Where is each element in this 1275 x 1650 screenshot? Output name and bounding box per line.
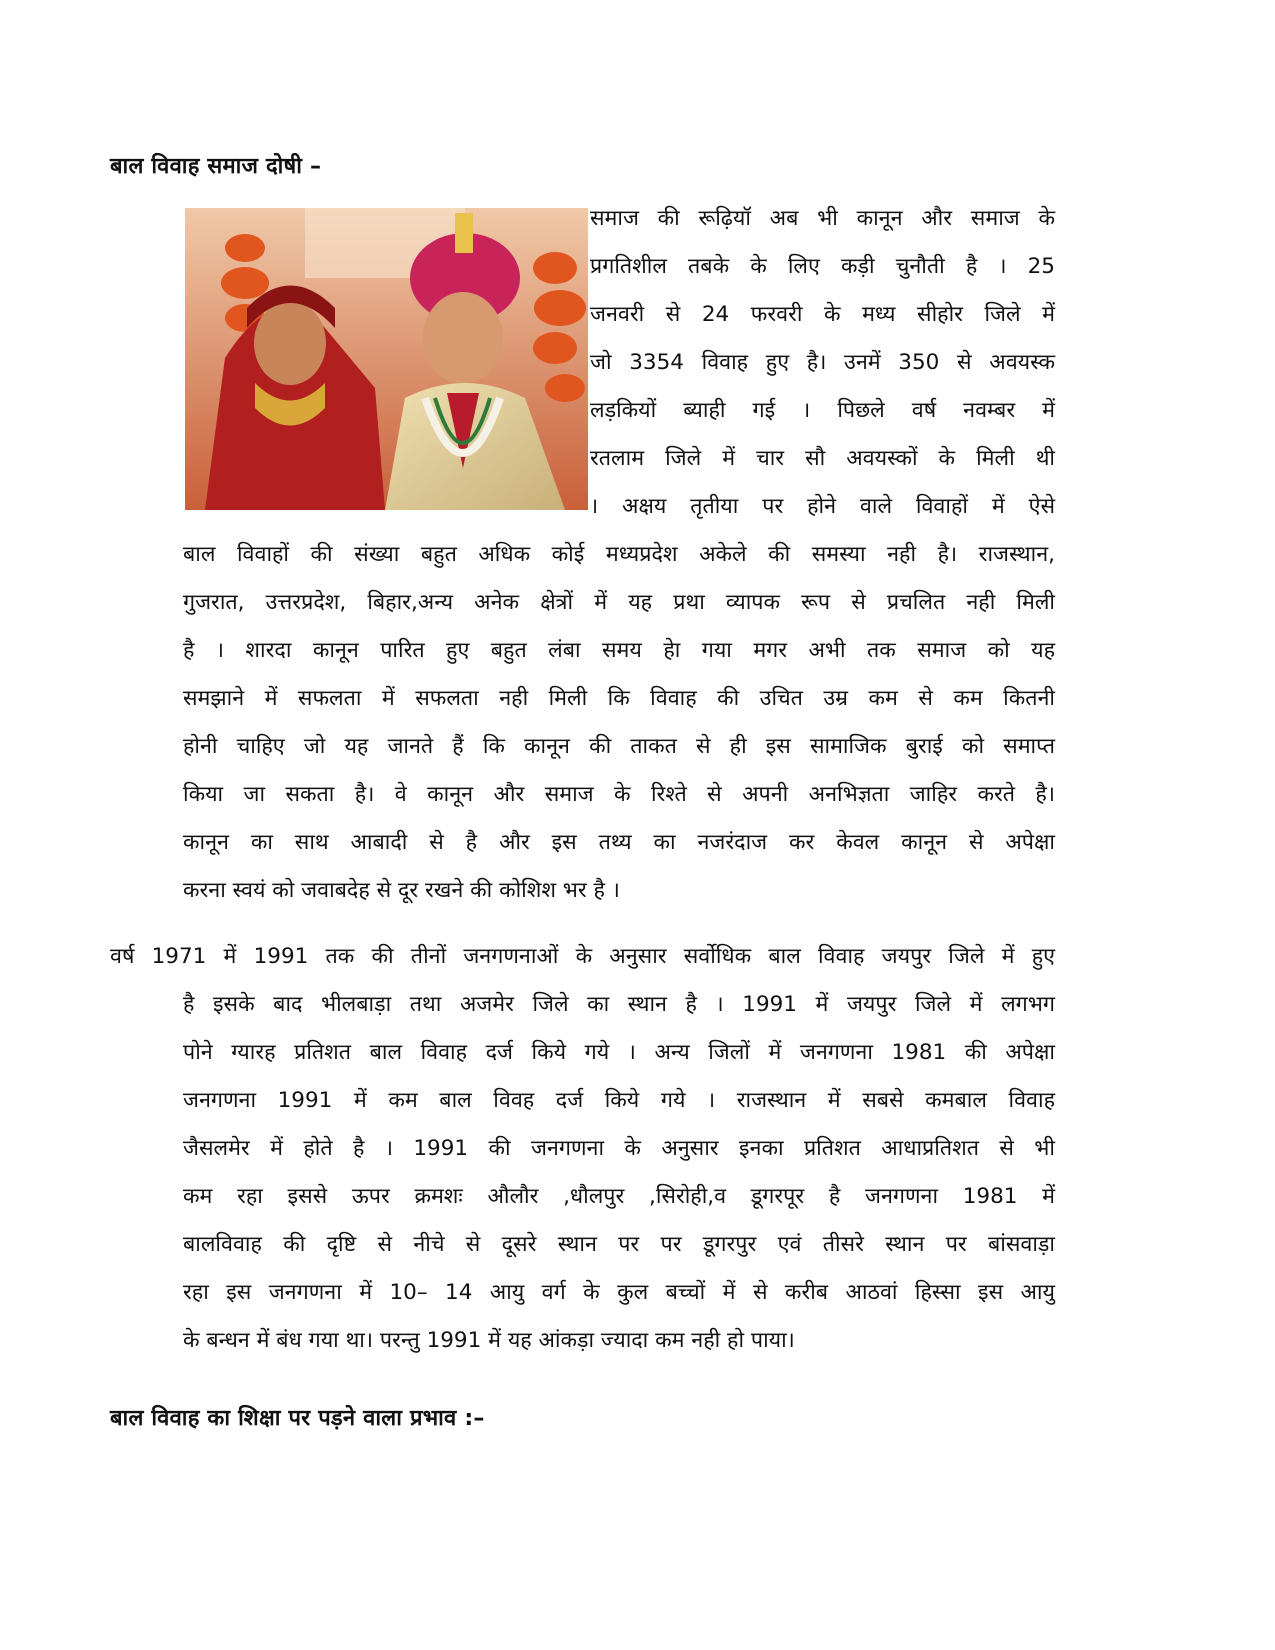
paragraph-1-line: लड़कियों ब्याही गई । पिछले वर्ष नवम्बर में: [590, 398, 1055, 423]
paragraph-2-line: के बन्धन में बंध गया था। परन्तु 1991 में यह आंकड़ा ज्यादा कम नही हो पाया।: [183, 1328, 795, 1353]
paragraph-1-line: किया जा सकता है। वे कानून और समाज के रिश्ते से अपनी अनभिज्ञता जाहिर करते है।: [183, 782, 1055, 807]
paragraph-1-line: बाल विवाहों की संख्या बहुत अधिक कोई मध्यप्रदेश अकेले की समस्या नही है। राजस्थान,: [183, 542, 1055, 567]
paragraph-1-line: समझाने में सफलता में सफलता नही मिली कि विवाह की उचित उम्र कम से कम कितनी: [183, 686, 1055, 711]
paragraph-1-line: समाज की रूढ़ियॉ अब भी कानून और समाज के: [590, 206, 1055, 231]
paragraph-1-line: कानून का साथ आबादी से है और इस तथ्य का नजरंदाज कर केवल कानून से अपेक्षा: [183, 830, 1055, 855]
paragraph-1-line: प्रगतिशील तबके के लिए कड़ी चुनौती है । 25: [590, 254, 1055, 279]
paragraph-1-line: होनी चाहिए जो यह जानते हैं कि कानून की ताकत से ही इस सामाजिक बुराई को समाप्त: [183, 734, 1055, 759]
paragraph-1-line: । अक्षय तृतीया पर होने वाले विवाहों में ऐसे: [590, 494, 1055, 519]
paragraph-2-line: रहा इस जनगणना में 10– 14 आयु वर्ग के कुल बच्चों में से करीब आठवां हिस्सा इस आयु: [183, 1280, 1055, 1305]
section-heading-child-marriage-society-blame: बाल विवाह समाज दोषी –: [110, 154, 322, 179]
paragraph-2-line: वर्ष 1971 में 1991 तक की तीनों जनगणनाओं के अनुसार सर्वोधिक बाल विवाह जयपुर जिले में हुए: [110, 944, 1055, 969]
paragraph-1-line: जो 3354 विवाह हुए है। उनमें 350 से अवयस्क: [590, 350, 1055, 375]
paragraph-2-line: है इसके बाद भीलबाड़ा तथा अजमेर जिले का स्थान है । 1991 में जयपुर जिले में लगभग: [183, 992, 1055, 1017]
paragraph-1-line: गुजरात, उत्तरप्रदेश, बिहार,अन्य अनेक क्षेत्रों में यह प्रथा व्यापक रूप से प्रचलित नही मिली: [183, 590, 1055, 615]
paragraph-2-line: पोने ग्यारह प्रतिशत बाल विवाह दर्ज किये गये । अन्य जिलों में जनगणना 1981 की अपेक्षा: [183, 1040, 1055, 1065]
paragraph-2-line: जैसलमेर में होते है । 1991 की जनगणना के अनुसार इनका प्रतिशत आधाप्रतिशत से भी: [183, 1136, 1055, 1161]
paragraph-2-line: कम रहा इससे ऊपर क्रमशः औलौर ,धौलपुर ,सिरोही,व डूगरपूर है जनगणना 1981 में: [183, 1184, 1055, 1209]
wedding-photo: [185, 208, 588, 510]
section-heading-effect-on-education: बाल विवाह का शिक्षा पर पड़ने वाला प्रभाव :–: [110, 1406, 485, 1431]
paragraph-2-line: बालविवाह की दृष्टि से नीचे से दूसरे स्थान पर पर डूगरपुर एवं तीसरे स्थान पर बांसवाड़ा: [183, 1232, 1055, 1257]
paragraph-2-line: जनगणना 1991 में कम बाल विवह दर्ज किये गये । राजस्थान में सबसे कमबाल विवाह: [183, 1088, 1055, 1113]
wedding-photo-illustration: [185, 208, 588, 510]
paragraph-1-line: करना स्वयं को जवाबदेह से दूर रखने की कोशिश भर है ।: [183, 878, 620, 903]
paragraph-1-line: है । शारदा कानून पारित हुए बहुत लंबा समय हेा गया मगर अभी तक समाज को यह: [183, 638, 1055, 663]
paragraph-1-line: रतलाम जिले में चार सौ अवयस्कों के मिली थी: [590, 446, 1055, 471]
paragraph-1-line: जनवरी से 24 फरवरी के मध्य सीहोर जिले में: [590, 302, 1055, 327]
